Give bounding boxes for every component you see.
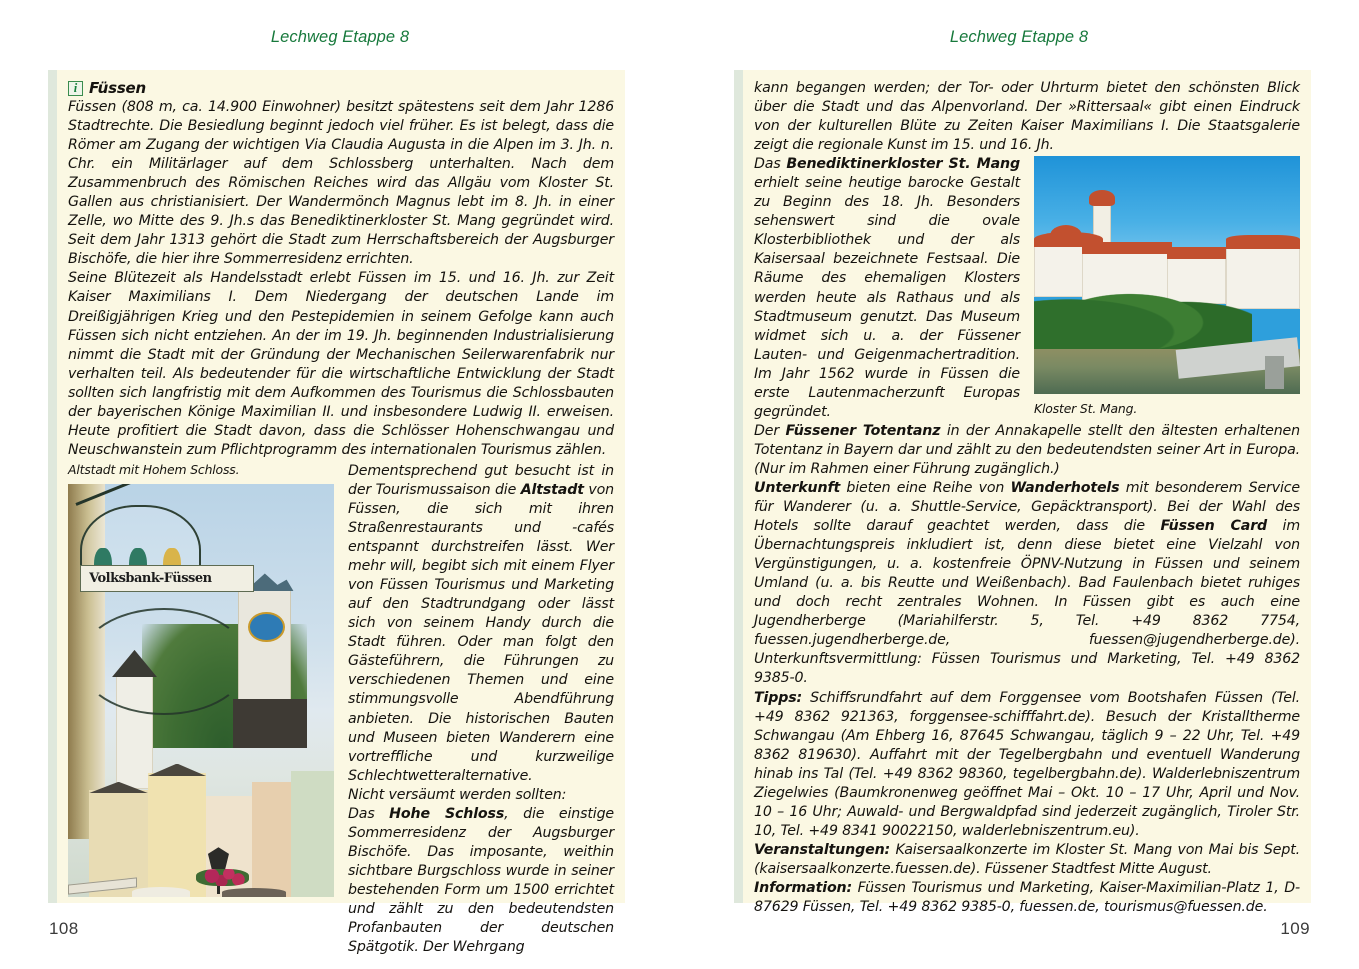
kloster-keyword: Benediktinerkloster St. Mang xyxy=(786,156,1021,173)
kloster-st-mang-photo xyxy=(1034,156,1300,394)
paragraph-unterkunft xyxy=(754,479,1300,689)
photo-house-5 xyxy=(291,771,334,897)
kloster-text-part-1: Das xyxy=(754,156,787,173)
paragraph-nicht-versaeumt: Nicht versäumt werden sollten: xyxy=(348,786,567,803)
photo-dark-roof xyxy=(233,699,307,749)
paragraph-fuessen-history-1: Füssen (808 m, ca. 14.900 Einwohner) besitzt spätestens seit dem Jahr 1286 Stadtrechte. Die Besiedlung beginnt jedoch viel früher. Es ist belegt, dass die Römer am Zugang der wichtigen Via Claudia Augusta in die Alpen im 3. Jh. n. Chr. ein Militärlager auf dem Schlossberg unterhalten. Nach dem Zusammenbruch des Römischen Reiches wird das Allgäu vom Kloster St. Gallen aus christianisiert. Der Wandermönch Magnus lebt im 8. Jh. in einer Zelle, wo Mitte des 9. Jh.s das Benediktinerkloster St. Mang gegründet wird. Seit dem Jahr 1313 gehört die Stadt zum Herrschaftsbereich der Augsburger Bischöfe, die hier ihre Sommerresidenz errichten. xyxy=(68,99,614,268)
figure-kloster-st-mang xyxy=(1034,156,1300,416)
totentanz-text-part-2: in der Annakapelle stellt den ältesten erhaltenen Totentanz in Bayern dar und zählt zu den bedeutendsten seiner Art in Europa. (Nur im Rahmen einer Führung zugänglich.) xyxy=(754,422,1300,477)
column-text xyxy=(348,462,614,957)
page-number-right: 109 xyxy=(1280,919,1310,938)
page-number-left: 108 xyxy=(49,919,79,938)
unterkunft-text-part-3: im Übernachtungspreis inkludiert ist, denn diese bietet eine Vielzahl von Vergünstigungen, u. a. kostenfreie ÖPNV-Nutzung in Füssen und seinem Umland (u. a. bis Reutte und Weißenbach). Bad Faulenbach bietet ruhiges und doch recht zentrales Wohnen. In Füssen gibt es auch eine Jugendherberge (Mariahilferstr. 5, Tel. +49 8362 7754, fuessen.jugendherberge.de, fuessen@jugendherberge.de). Unterkunftsvermittlung: Füssen Tourismus und Marketing, Tel. +49 8362 9385-0. xyxy=(754,518,1301,687)
info-icon: i xyxy=(68,81,83,96)
unterkunft-text-part-1: bieten eine Reihe von xyxy=(840,479,1011,496)
photo-flower-basket xyxy=(196,869,249,886)
photo-house-4 xyxy=(252,782,292,897)
photo-roof-2 xyxy=(148,764,207,777)
two-column-region xyxy=(68,462,614,957)
photo-guild-sign xyxy=(76,500,278,624)
paragraph-altstadt xyxy=(348,462,614,786)
running-head-right-page: Lechweg Etappe 8 xyxy=(949,28,1089,46)
altstadt-text-part-1: Dementsprechend gut besucht ist in der Tourismussaison die xyxy=(348,462,614,498)
kloster-bridge-pier xyxy=(1265,356,1284,389)
photo-caption-altstadt: Altstadt mit Hohem Schloss. xyxy=(68,461,240,477)
totentanz-text-part-1: Der xyxy=(754,422,786,439)
photo-roof-1 xyxy=(89,782,148,793)
hohes-schloss-text-part-2: , die einstige Sommerresidenz der Augsburger Bischöfe. Das imposante, weithin sichtbare Burgschloss wurde in seiner bestehenden Form um 1500 errichtet und zählt zu den bedeutendsten Profanbauten der deutschen Spätgotik. Der Wehrgang xyxy=(348,805,614,956)
kloster-text-part-2: erhielt seine heutige barocke Gestalt zu Beginn des 18. Jh. Besonders sehenswert sind die ovale Klosterbibliothek und der als Kaisersaal bezeichnete Festsaal. Die Räume des ehemaligen Klosters werden heute als Rathaus und als Stadtmuseum genutzt. Das Museum widmet sich u. a. der Füssener Lauten- und Geigenmachertradition. Im Jahr 1562 wurde in Füssen die erste Lautenmacherzunft Europas gegründet. xyxy=(754,175,1020,420)
info-box-heading xyxy=(68,79,614,97)
information-text: Füssen Tourismus und Marketing, Kaiser-Maximilian-Platz 1, D-87629 Füssen, Tel. +49 8362 9385-0, fuessen.de, tourismus@fuessen.de. xyxy=(754,879,1300,916)
column-photo xyxy=(68,462,334,957)
paragraph-totentanz xyxy=(754,422,1300,479)
kloster-roof-4 xyxy=(1226,235,1300,249)
altstadt-fuessen-photo xyxy=(68,484,334,897)
totentanz-keyword: Füssener Totentanz xyxy=(785,422,941,439)
paragraph-hohes-schloss xyxy=(348,805,614,957)
paragraph-tipps xyxy=(754,689,1300,841)
info-box-title: Füssen xyxy=(89,79,146,97)
paragraph-fuessen-history-2: Seine Blütezeit als Handelsstadt erlebt Füssen im 15. und 16. Jh. zur Zeit Kaiser Maximilians I. Dem Niedergang der deutschen Lande im Dreißigjährigen Krieg und den Pestepidemien in seinem Gefolge kann auch Füssen sich nicht entziehen. An der im 19. Jh. beginnenden Industrialisierung nimmt die Stadt mit der Gründung der Mechanischen Seilerwarenfabrik nur verhalten teil. Als bedeutender für die wirtschaftliche Entwicklung der Stadt sollten sich langfristig mit dem Aufkommen des Tourismus die Schlossbauten der bayerischen Könige Maximilian II. und insbesondere Ludwig II. erweisen. Heute profitiert die Stadt davon, dass die Schlösser Hohenschwangau und Neuschwanstein zum Pflichtprogramm des internationalen Tourismus zählen. xyxy=(68,270,614,458)
kloster-roof-3 xyxy=(1167,247,1226,259)
wanderhotels-keyword: Wanderhotels xyxy=(1010,479,1120,496)
photo-caption-kloster: Kloster St. Mang. xyxy=(1034,401,1138,417)
veranstaltungen-text: Kaisersaalkonzerte im Kloster St. Mang von Mai bis Sept. (kaisersaalkonzerte.fuessen.de). Füssener Stadtfest Mitte August. xyxy=(754,841,1300,877)
unterkunft-text-part-2: mit besonderem Service für Wanderer (u. a. Shuttle-Service, Gepäcktransport). Bei der Wahl des Hotels sollte darauf geachtet werden, dass die xyxy=(754,479,1300,535)
photo-umbrella-2 xyxy=(222,888,286,896)
fuessen-card-keyword: Füssen Card xyxy=(1160,518,1268,535)
altstadt-text-part-2: von Füssen, die sich mit ihren Straßenrestaurants und -cafés entspannt durchstreifen lässt. Wer mehr will, begibt sich mit einem Flyer von Füssen Tourismus und Marketing auf den Stadtrundgang oder lässt sich von seinem Handy durch die Stadt führen. Oder man folgt den Gästeführern, die Führungen zu verschiedenen Themen und eine stimmungsvolle Abendführung anbieten. Die historischen Bauten und Museen bieten Wanderern eine vortreffliche und kurzweilige Schlechtwetteralternative. xyxy=(348,481,614,784)
tipps-text: Schiffsrundfahrt auf dem Forggensee vom Bootshafen Füssen (Tel. +49 8362 921363, forggensee-schifffahrt.de). Besuch der Kristalltherme Schwangau (Am Ehberg 16, 87645 Schwangau, täglich 9 – 22 Uhr, Tel. +49 8362 819630). Auffahrt mit der Tegelbergbahn und eventuell Wanderung hinab ins Tal (Tel. +49 8362 98360, tegelbergbahn.de). Walderlebniszentrum Ziegelwies (Baumkronenweg geöffnet Mai – Okt. 10 – 17 Uhr, April und Nov. 10 – 16 Uhr; Auwald- und Bergwaldpfad sind jederzeit zugänglich, Tiroler Str. 10, Tel. +49 8341 90022150, walderlebniszentrum.eu). xyxy=(754,689,1300,839)
hohes-schloss-keyword: Hohe Schloss xyxy=(389,805,505,822)
veranstaltungen-label: Veranstaltungen: xyxy=(754,841,891,858)
altstadt-keyword: Altstadt xyxy=(520,481,584,498)
hohes-schloss-text-part-1: Das xyxy=(348,805,390,822)
photo-houses-row xyxy=(68,756,334,896)
unterkunft-keyword: Unterkunft xyxy=(754,479,841,496)
photo-sign-scrollwork xyxy=(79,608,249,715)
kloster-roof-2 xyxy=(1082,242,1172,254)
information-label: Information: xyxy=(754,879,853,896)
tipps-label: Tipps: xyxy=(754,689,803,706)
paragraph-wehrgang-continued: kann begangen werden; der Tor- oder Uhrturm bietet den schönsten Blick über die Stadt und das Alpenvorland. Der »Rittersaal« gibt einen Eindruck von der kulturellen Blüte zu Zeiten Kaiser Maximilians I. Die Staatsgalerie zeigt die regionale Kunst im 15. und 16. Jh. xyxy=(754,80,1300,154)
info-box-right-page xyxy=(734,70,1311,916)
photo-sign-banner-text: Volksbank-Füssen xyxy=(80,565,254,592)
running-head-left-page: Lechweg Etappe 8 xyxy=(270,28,410,46)
paragraph-veranstaltungen xyxy=(754,841,1300,879)
paragraph-information xyxy=(754,879,1300,917)
photo-umbrella-1 xyxy=(132,887,191,897)
